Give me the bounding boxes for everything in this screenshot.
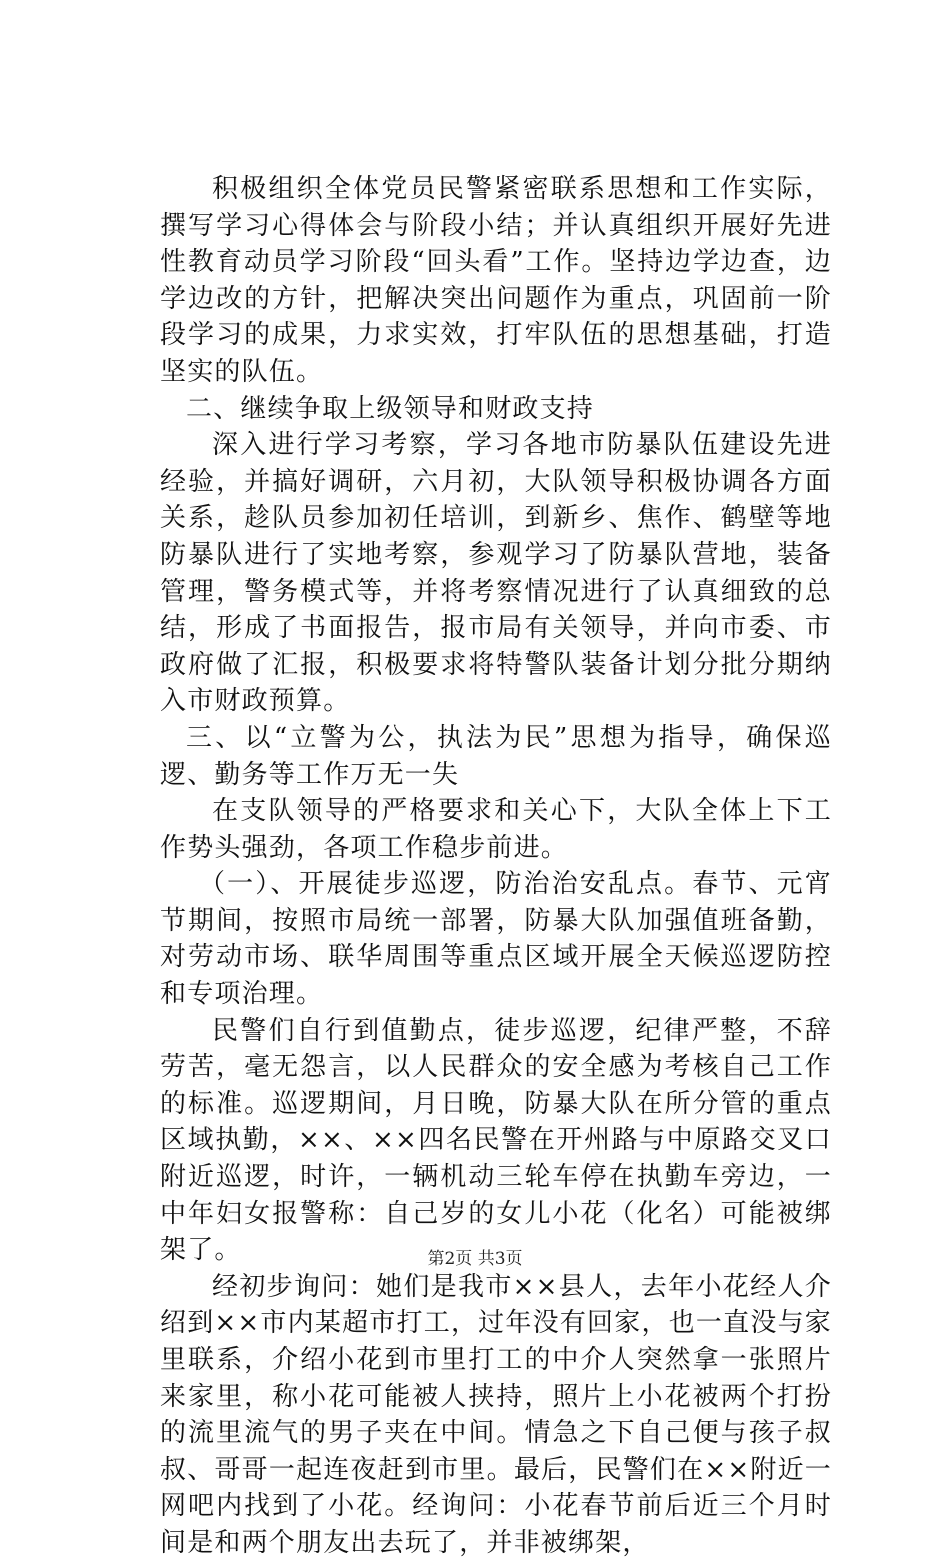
section-heading-2: 二、继续争取上级领导和财政支持 [186, 393, 595, 424]
paragraph-3: 在支队领导的严格要求和关心下，大队全体上下工作势头强劲，各项工作稳步前进。 [160, 796, 832, 863]
paragraph-2: 深入进行学习考察，学习各地市防暴队伍建设先进经验，并搞好调研，六月初，大队领导积极协调各方面关系，趁队员参加初任培训，到新乡、焦作、鹤壁等地防暴队进行了实地考察，参观学习了防暴队营地，装备管理，警务模式等，并将考察情况进行了认真细致的总结，形成了书面报告，报市局有关领导，并向市委、市政府做了汇报，积极要求将特警队装备计划分批分期纳入市财政预算。 [160, 430, 832, 717]
paragraph-4: 民警们自行到值勤点，徒步巡逻，纪律严整，不辞劳苦，毫无怨言，以人民群众的安全感为考核自己工作的标准。巡逻期间，月日晚，防暴大队在所分管的重点区域执勤，××、××四名民警在开州路与中原路交叉口附近巡逻，时许，一辆机动三轮车停在执勤车旁边，一中年妇女报警称：自己岁的女儿小花（化名）可能被绑架了。 [160, 1015, 832, 1266]
document-body [160, 171, 832, 1562]
paragraph-5: 经初步询问：她们是我市××县人，去年小花经人介绍到××市内某超市打工，过年没有回家，也一直没与家里联系，介绍小花到市里打工的中介人突然拿一张照片来家里，称小花可能被人挟持，照片上小花被两个打扮的流里流气的男子夹在中间。情急之下自己便与孩子叔叔、哥哥一起连夜赶到市里。最后，民警们在××附近一网吧内找到了小花。经询问：小花春节前后近三个月时间是和两个朋友出去玩了，并非被绑架， [160, 1271, 832, 1558]
section-heading-3: 三、以“立警为公，执法为民”思想为指导，确保巡逻、勤务等工作万无一失 [160, 722, 832, 790]
page-footer: 第2页 共3页 [427, 1249, 523, 1269]
subsection-1: （一）、开展徒步巡逻，防治治安乱点。春节、元宵节期间，按照市局统一部署，防暴大队加强值班备勤，对劳动市场、联华周围等重点区域开展全天候巡逻防控和专项治理。 [160, 869, 832, 1010]
paragraph-1: 积极组织全体党员民警紧密联系思想和工作实际，撰写学习心得体会与阶段小结；并认真组织开展好先进性教育动员学习阶段“回头看”工作。坚持边学边查，边学边改的方针，把解决突出问题作为重点，巩固前一阶段学习的成果，力求实效，打牢队伍的思想基础，打造坚实的队伍。 [160, 174, 832, 387]
